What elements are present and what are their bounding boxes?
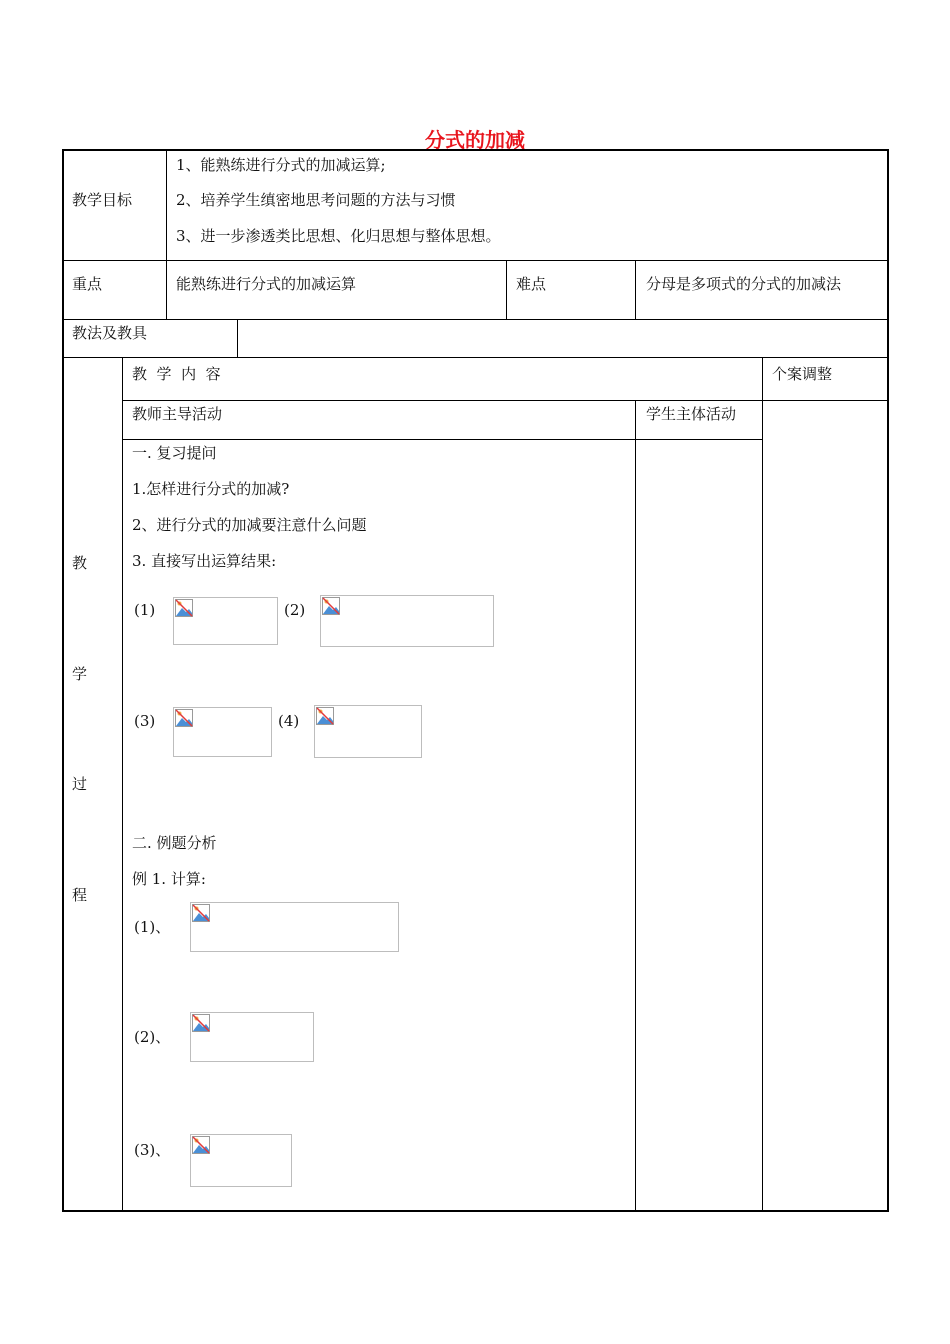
focus-text: 能熟练进行分式的加减运算 (176, 275, 357, 293)
process-label-char: 教 (72, 554, 88, 572)
broken-image-icon (192, 1136, 210, 1154)
review-heading: 一. 复习提问 (132, 444, 217, 462)
item-label: (4) (278, 712, 300, 730)
process-label-char: 程 (72, 886, 88, 904)
broken-image-icon (322, 597, 340, 615)
objective-item: 1、能熟练进行分式的加减运算; (176, 156, 386, 174)
objectives-label: 教学目标 (72, 191, 133, 209)
process-label-char: 过 (72, 775, 88, 793)
example-heading: 二. 例题分析 (132, 834, 217, 852)
formula-image (190, 902, 399, 952)
difficulty-text: 分母是多项式的分式的加减法 (646, 275, 842, 293)
adjust-header: 个案调整 (772, 365, 833, 383)
formula-image (173, 597, 278, 645)
item-label: (1) (134, 601, 156, 619)
review-question: 2、进行分式的加减要注意什么问题 (132, 516, 367, 534)
student-header: 学生主体活动 (646, 405, 737, 423)
page-title: 分式的加减 (425, 128, 525, 152)
focus-label: 重点 (72, 275, 103, 293)
objective-item: 3、进一步渗透类比思想、化归思想与整体思想。 (176, 227, 501, 245)
formula-image (190, 1012, 314, 1062)
example-title: 例 1. 计算: (132, 870, 206, 888)
example-item-label: (1)、 (134, 918, 171, 936)
difficulty-label: 难点 (516, 275, 547, 293)
item-label: (3) (134, 712, 156, 730)
content-header: 教 学 内 容 (132, 365, 221, 383)
example-item-label: (3)、 (134, 1141, 171, 1159)
broken-image-icon (175, 709, 193, 727)
methods-label: 教法及教具 (72, 324, 148, 342)
broken-image-icon (192, 1014, 210, 1032)
teacher-header: 教师主导活动 (132, 405, 223, 423)
broken-image-icon (175, 599, 193, 617)
review-question: 3. 直接写出运算结果: (132, 552, 277, 570)
broken-image-icon (192, 904, 210, 922)
process-label-char: 学 (72, 665, 88, 683)
formula-image (320, 595, 494, 647)
objective-item: 2、培养学生缜密地思考问题的方法与习惯 (176, 191, 456, 209)
broken-image-icon (316, 707, 334, 725)
example-item-label: (2)、 (134, 1028, 171, 1046)
formula-image (314, 705, 422, 758)
formula-image (173, 707, 272, 757)
review-question: 1.怎样进行分式的加减? (132, 480, 290, 498)
item-label: (2) (284, 601, 306, 619)
formula-image (190, 1134, 292, 1187)
